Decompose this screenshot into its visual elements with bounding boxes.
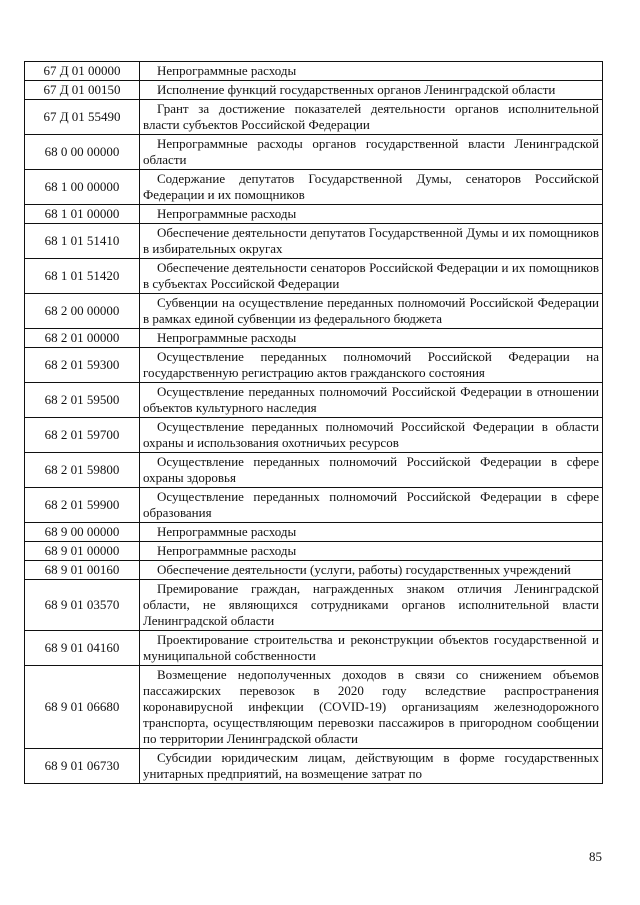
expense-description: Непрограммные расходы [140, 62, 603, 81]
table-row [25, 453, 603, 488]
budget-code: 68 2 01 00000 [25, 329, 140, 348]
expense-description: Проектирование строительства и реконструкции объектов государственной и муниципальной собственности [140, 631, 603, 666]
table-row [25, 523, 603, 542]
table-row [25, 580, 603, 631]
table-row [25, 561, 603, 580]
budget-code: 68 9 01 06730 [25, 749, 140, 784]
table-row [25, 100, 603, 135]
table-row [25, 329, 603, 348]
budget-code: 68 9 01 00000 [25, 542, 140, 561]
expense-description: Исполнение функций государственных органов Ленинградской области [140, 81, 603, 100]
table-row [25, 348, 603, 383]
budget-code: 68 2 01 59300 [25, 348, 140, 383]
table-row [25, 631, 603, 666]
budget-code: 68 2 01 59500 [25, 383, 140, 418]
budget-code: 68 1 00 00000 [25, 170, 140, 205]
expense-description: Осуществление переданных полномочий Российской Федерации на государственную регистрацию актов гражданского состояния [140, 348, 603, 383]
table-row [25, 135, 603, 170]
table-row [25, 383, 603, 418]
table-row [25, 62, 603, 81]
expense-description: Осуществление переданных полномочий Российской Федерации в области охраны и использования охотничьих ресурсов [140, 418, 603, 453]
budget-code: 67 Д 01 00000 [25, 62, 140, 81]
page-number: 85 [589, 849, 602, 864]
budget-code: 68 9 01 00160 [25, 561, 140, 580]
table-row [25, 488, 603, 523]
budget-code: 68 9 01 04160 [25, 631, 140, 666]
budget-code: 68 1 01 00000 [25, 205, 140, 224]
budget-code: 68 2 01 59700 [25, 418, 140, 453]
table-row [25, 259, 603, 294]
budget-codes-table [24, 61, 603, 784]
budget-code: 68 1 01 51420 [25, 259, 140, 294]
expense-description: Осуществление переданных полномочий Российской Федерации в сфере образования [140, 488, 603, 523]
table-row [25, 666, 603, 749]
expense-description: Возмещение недополученных доходов в связи со снижением объемов пассажирских перевозок в 2020 году вследствие распространения коронавирусной инфекции (COVID-19) организациям железнодорожного транспорта, осуществляющим перевозки пассажиров в пригородном сообщении по территории Ленинградской области [140, 666, 603, 749]
expense-description: Осуществление переданных полномочий Российской Федерации в отношении объектов культурного наследия [140, 383, 603, 418]
expense-description: Обеспечение деятельности депутатов Государственной Думы и их помощников в избирательных округах [140, 224, 603, 259]
table-row [25, 81, 603, 100]
table-row [25, 418, 603, 453]
expense-description: Непрограммные расходы [140, 542, 603, 561]
budget-code: 67 Д 01 00150 [25, 81, 140, 100]
expense-description: Непрограммные расходы органов государственной власти Ленинградской области [140, 135, 603, 170]
table-row [25, 205, 603, 224]
expense-description: Обеспечение деятельности сенаторов Российской Федерации и их помощников в субъектах Российской Федерации [140, 259, 603, 294]
expense-description: Субсидии юридическим лицам, действующим в форме государственных унитарных предприятий, на возмещение затрат по [140, 749, 603, 784]
expense-description: Субвенции на осуществление переданных полномочий Российской Федерации в рамках единой субвенции из федерального бюджета [140, 294, 603, 329]
expense-description: Осуществление переданных полномочий Российской Федерации в сфере охраны здоровья [140, 453, 603, 488]
budget-code: 68 0 00 00000 [25, 135, 140, 170]
table-row [25, 224, 603, 259]
table-row [25, 542, 603, 561]
budget-code: 68 2 01 59900 [25, 488, 140, 523]
budget-code: 68 9 01 03570 [25, 580, 140, 631]
expense-description: Содержание депутатов Государственной Думы, сенаторов Российской Федерации и их помощников [140, 170, 603, 205]
table-row [25, 749, 603, 784]
budget-code: 68 2 00 00000 [25, 294, 140, 329]
expense-description: Премирование граждан, награжденных знаком отличия Ленинградской области, не являющихся сотрудниками органов исполнительной власти Ленинградской области [140, 580, 603, 631]
budget-code: 68 9 01 06680 [25, 666, 140, 749]
budget-code: 67 Д 01 55490 [25, 100, 140, 135]
table-row [25, 294, 603, 329]
budget-code: 68 9 00 00000 [25, 523, 140, 542]
budget-code: 68 2 01 59800 [25, 453, 140, 488]
expense-description: Непрограммные расходы [140, 523, 603, 542]
expense-description: Непрограммные расходы [140, 205, 603, 224]
budget-code: 68 1 01 51410 [25, 224, 140, 259]
table-row [25, 170, 603, 205]
expense-description: Грант за достижение показателей деятельности органов исполнительной власти субъектов Российской Федерации [140, 100, 603, 135]
expense-description: Обеспечение деятельности (услуги, работы) государственных учреждений [140, 561, 603, 580]
expense-description: Непрограммные расходы [140, 329, 603, 348]
